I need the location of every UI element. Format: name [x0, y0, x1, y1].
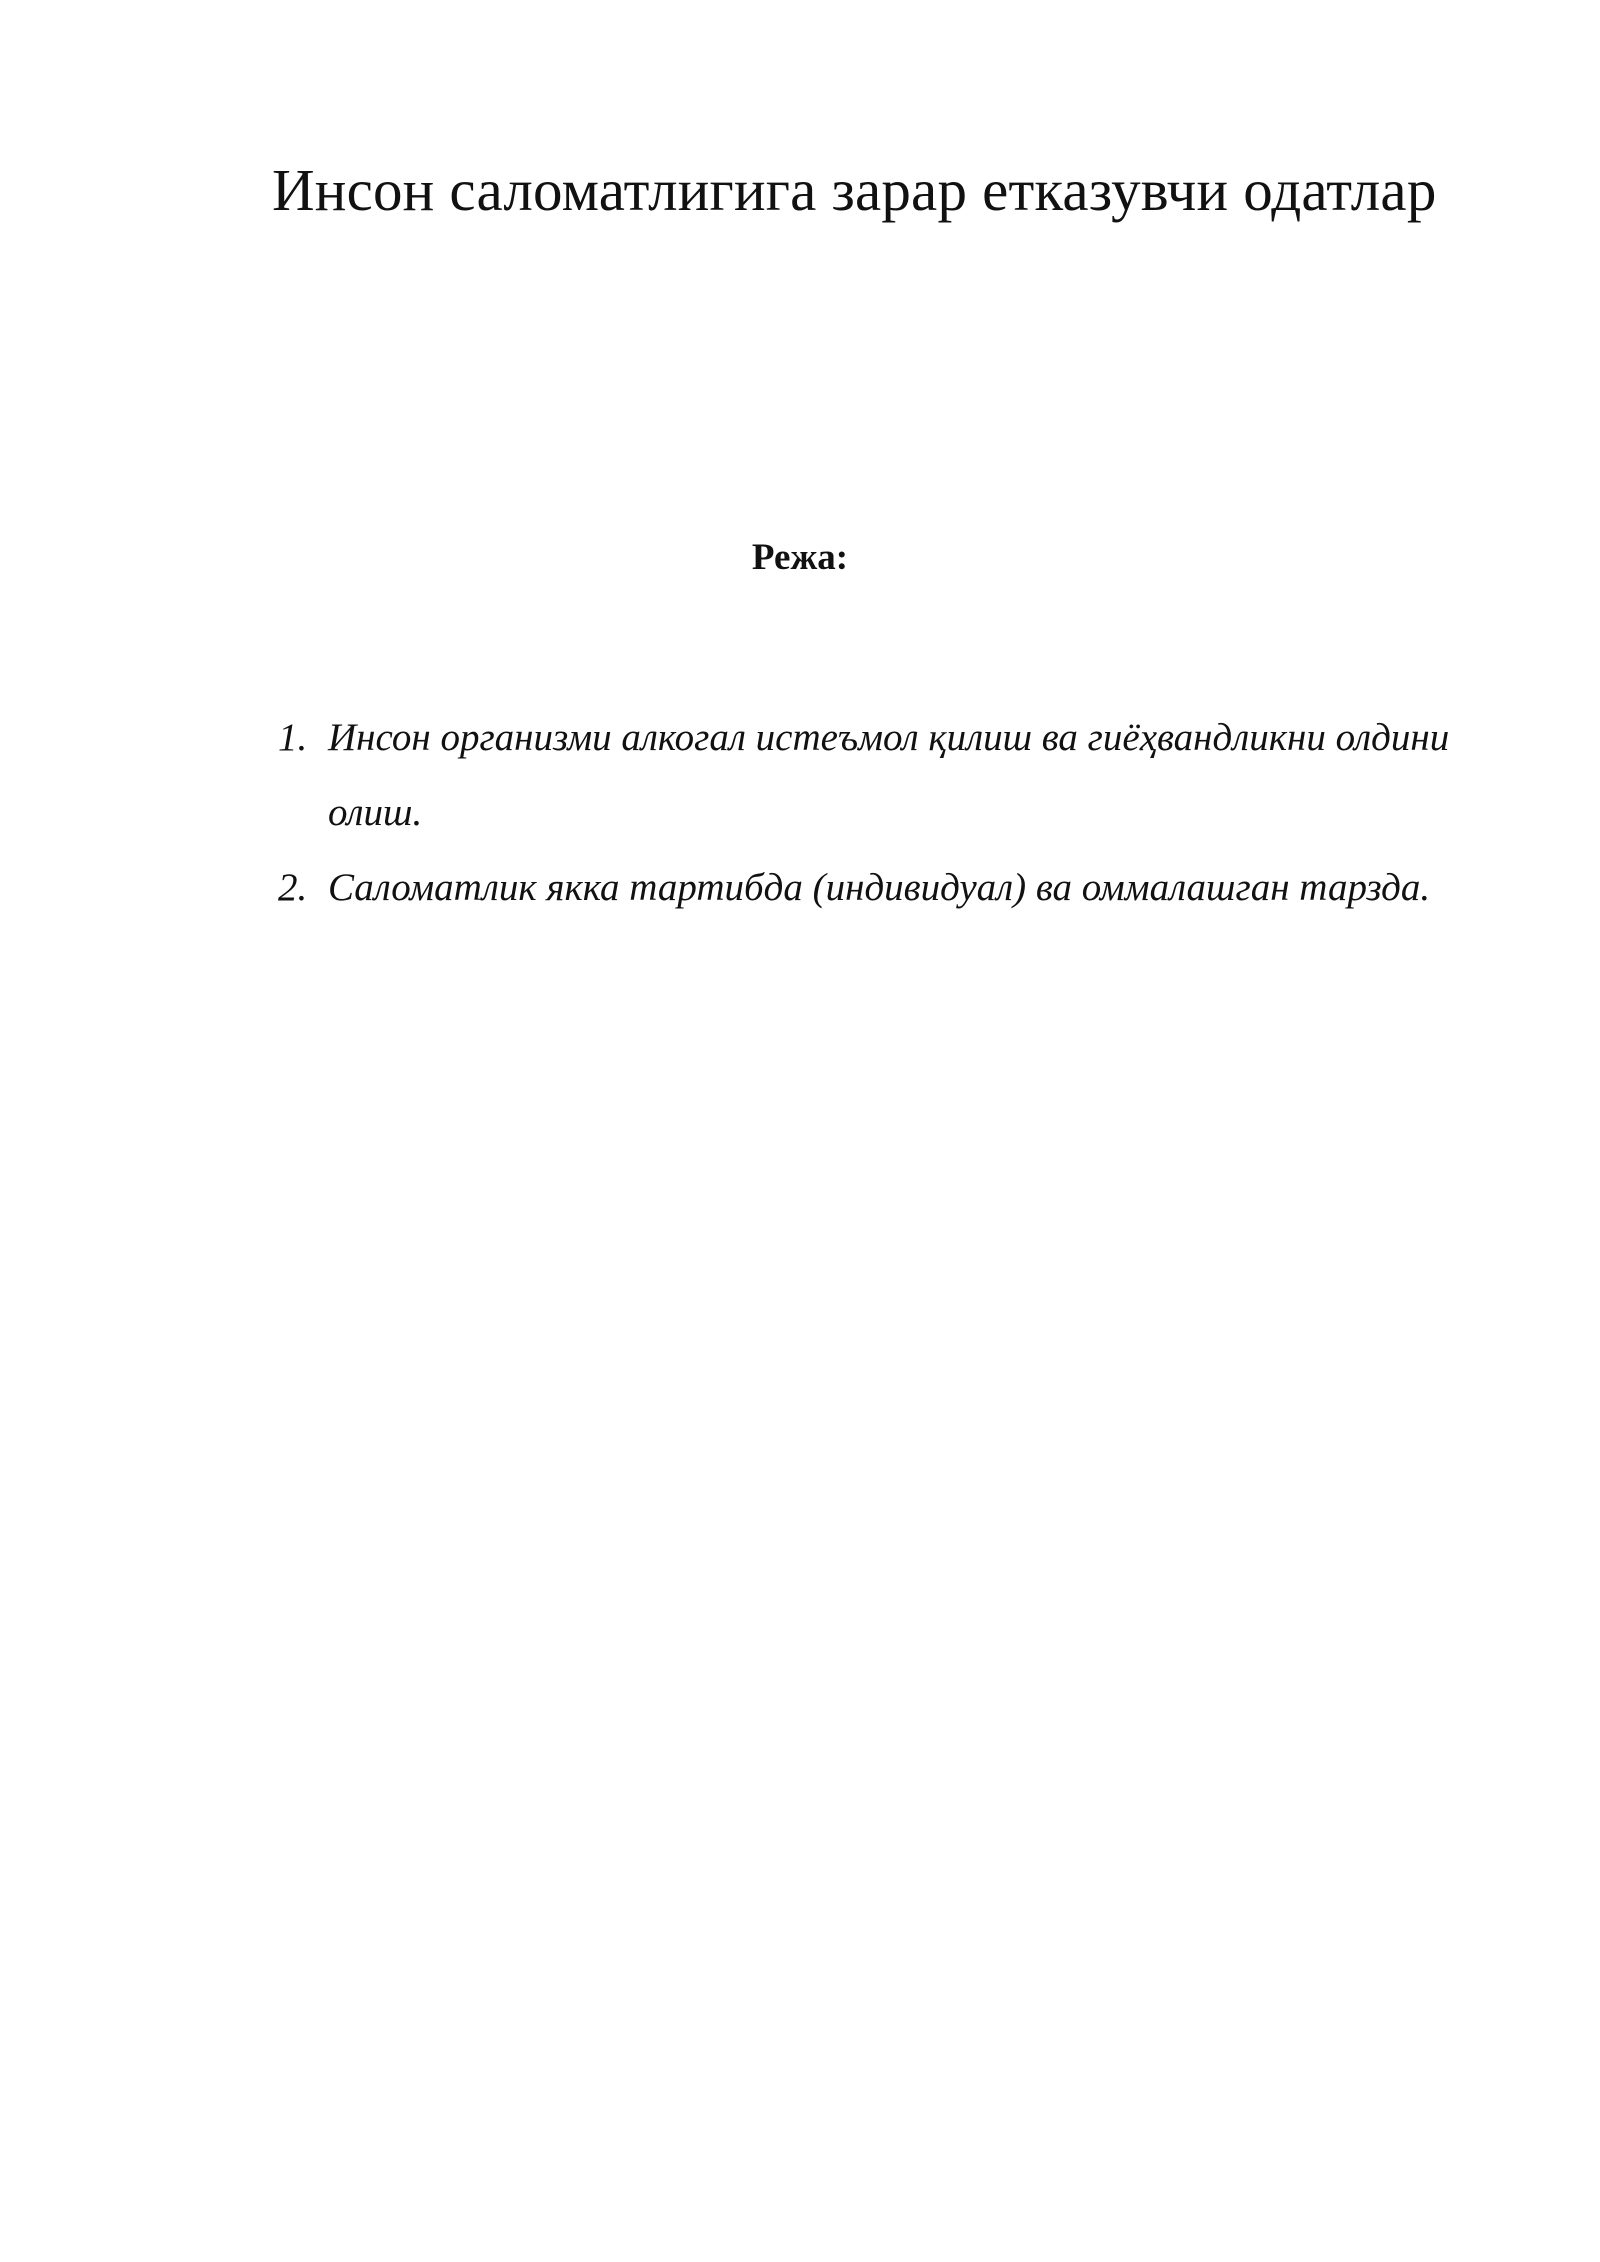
plan-list [272, 700, 1452, 925]
plan-item-number: 2. [278, 866, 308, 909]
plan-item-text: Саломатлик якка тартибда (индивидуал) ва оммалашган тарзда. [328, 866, 1431, 909]
plan-item-2 [272, 850, 1452, 925]
plan-item-text: Инсон организми алкогал истеъмол қилиш ва гиёҳвандликни олдини олиш. [328, 716, 1450, 834]
document-title: Инсон саломатлигига зарар етказувчи одатлар [272, 157, 1437, 223]
plan-item-1 [272, 700, 1452, 850]
plan-heading: Режа: [751, 537, 849, 578]
plan-item-number: 1. [278, 716, 308, 759]
